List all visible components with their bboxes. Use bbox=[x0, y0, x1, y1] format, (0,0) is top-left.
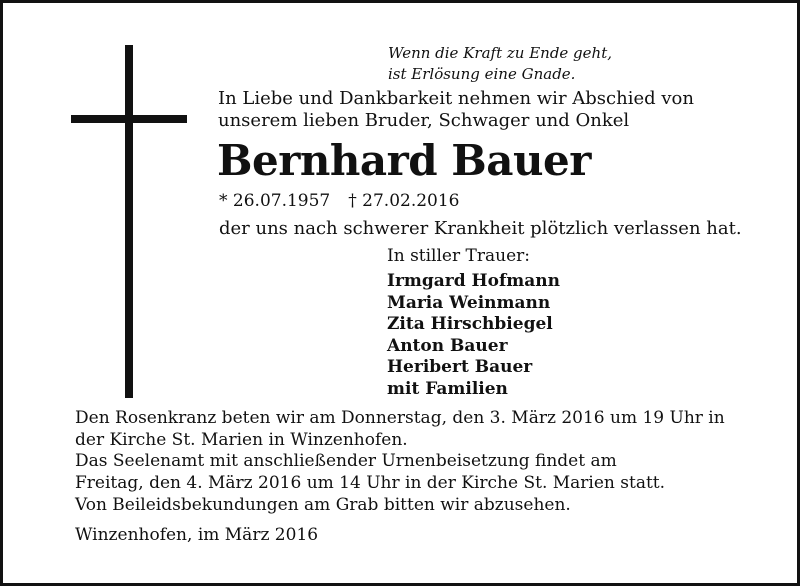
service-details bbox=[75, 408, 725, 517]
mourner-name: Zita Hirschbiegel bbox=[387, 314, 553, 334]
details-line: Das Seelenamt mit anschließender Urnenbeisetzung findet am bbox=[75, 451, 617, 472]
intro-line: unserem lieben Bruder, Schwager und Onkel bbox=[218, 110, 630, 131]
details-line: Den Rosenkranz beten wir am Donnerstag, den 3. März 2016 um 19 Uhr in bbox=[75, 408, 725, 428]
details-line: Von Beileidsbekundungen am Grab bitten wir abzusehen. bbox=[75, 494, 571, 515]
mourner-name: Irmgard Hofmann bbox=[387, 271, 560, 291]
intro-line: In Liebe und Dankbarkeit nehmen wir Abschied von bbox=[218, 88, 694, 109]
details-line: der Kirche St. Marien in Winzenhofen. bbox=[75, 429, 408, 450]
cross-icon-crossbar bbox=[71, 115, 187, 123]
deceased-name: Bernhard Bauer bbox=[217, 136, 591, 185]
mourners-list bbox=[387, 271, 560, 400]
mourning-heading: In stiller Trauer: bbox=[387, 246, 530, 266]
life-dates bbox=[219, 190, 460, 212]
farewell-text: der uns nach schwerer Krankheit plötzlich verlassen hat. bbox=[219, 218, 742, 239]
mourner-name: mit Familien bbox=[387, 378, 508, 399]
mourner-name: Heribert Bauer bbox=[387, 357, 533, 377]
death-date: † 27.02.2016 bbox=[348, 191, 460, 211]
place-and-date: Winzenhofen, im März 2016 bbox=[75, 525, 319, 545]
motto-line: ist Erlösung eine Gnade. bbox=[388, 65, 576, 83]
intro-text bbox=[218, 88, 694, 132]
mourner-name: Maria Weinmann bbox=[387, 292, 551, 313]
birth-date: * 26.07.1957 bbox=[219, 191, 331, 211]
details-line: Freitag, den 4. März 2016 um 14 Uhr in der Kirche St. Marien statt. bbox=[75, 473, 666, 494]
cross-icon bbox=[125, 45, 133, 398]
motto-quote bbox=[388, 43, 612, 85]
motto-line: Wenn die Kraft zu Ende geht, bbox=[388, 44, 612, 62]
mourner-name: Anton Bauer bbox=[387, 335, 508, 356]
